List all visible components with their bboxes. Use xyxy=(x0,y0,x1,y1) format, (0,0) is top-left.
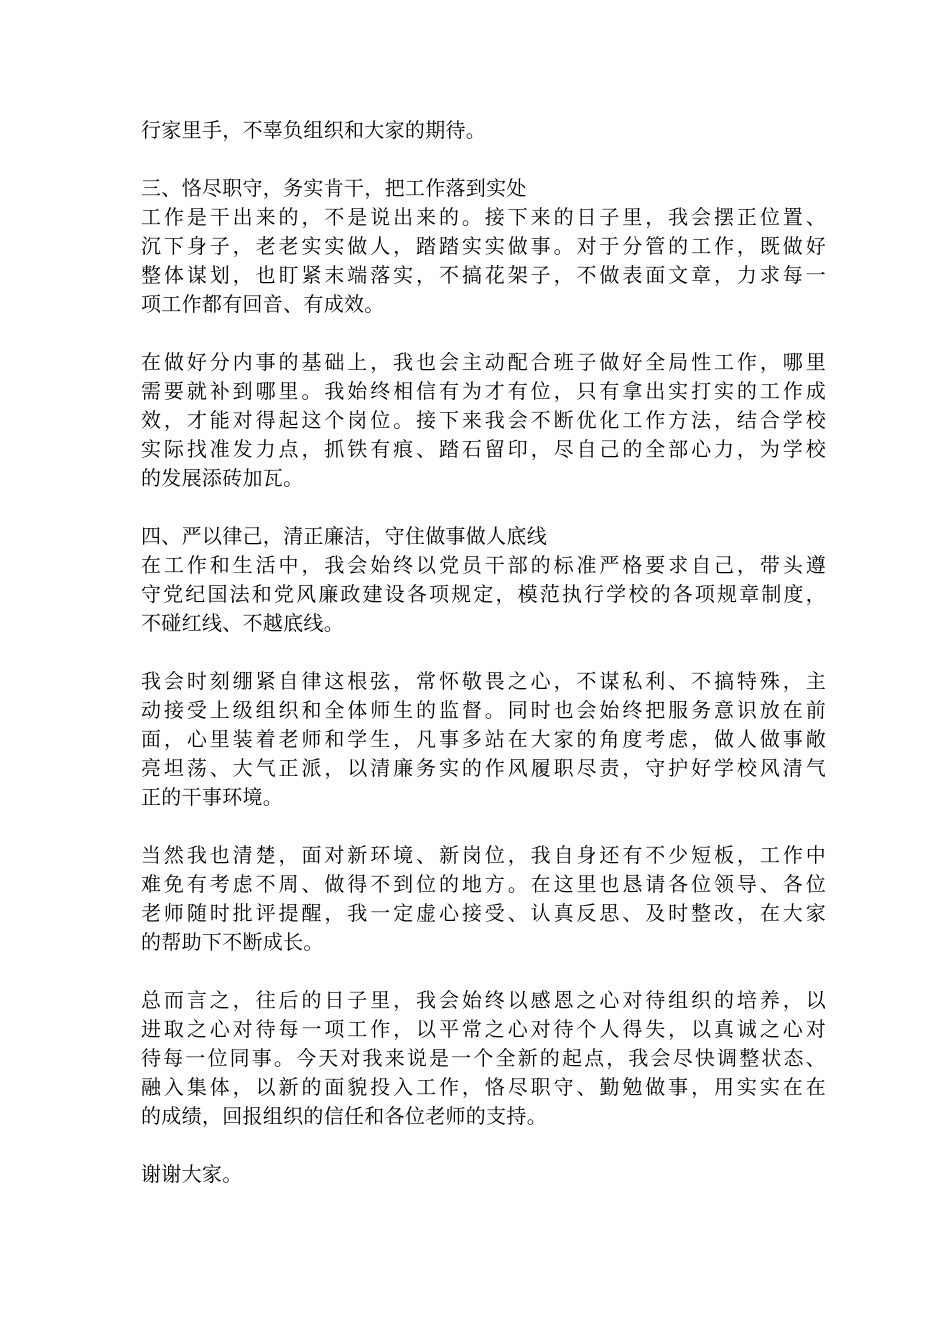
text-line: 沉下身子，老老实实做人，踏踏实实做事。对于分管的工作，既做好 xyxy=(141,234,826,258)
text-line: 亮坦荡、大气正派，以清廉务实的作风履职尽责，守护好学校风清气 xyxy=(141,756,826,780)
paragraph-gap xyxy=(141,812,826,841)
text-line: 进取之心对待每一项工作，以平常之心对待个人得失，以真诚之心对 xyxy=(141,1017,826,1041)
text-line: 谢谢大家。 xyxy=(141,1162,243,1186)
text-line: 我会时刻绷紧自律这根弦，常怀敬畏之心，不谋私利、不搞特殊，主 xyxy=(141,669,826,693)
paragraph-gap xyxy=(141,957,826,986)
paragraph xyxy=(141,986,826,1131)
text-line: 难免有考虑不周、做得不到位的地方。在这里也恳请各位领导、各位 xyxy=(141,872,826,896)
section-heading xyxy=(141,174,826,203)
text-line: 项工作都有回音、有成效。 xyxy=(141,292,385,316)
text-line: 三、恪尽职守，务实肯干，把工作落到实处 xyxy=(141,176,527,200)
text-line: 的帮助下不断成长。 xyxy=(141,930,324,954)
text-line: 在做好分内事的基础上，我也会主动配合班子做好全局性工作，哪里 xyxy=(141,350,826,374)
section-heading xyxy=(141,522,826,551)
text-line: 待每一位同事。今天对我来说是一个全新的起点，我会尽快调整状态、 xyxy=(141,1046,826,1070)
text-line: 工作是干出来的，不是说出来的。接下来的日子里，我会摆正位置、 xyxy=(141,205,826,229)
paragraph xyxy=(141,203,826,319)
paragraph xyxy=(141,116,826,145)
paragraph xyxy=(141,551,826,638)
text-line: 老师随时批评提醒，我一定虚心接受、认真反思、及时整改，在大家 xyxy=(141,901,826,925)
paragraph-gap xyxy=(141,638,826,667)
text-line: 的成绩，回报组织的信任和各位老师的支持。 xyxy=(141,1104,547,1128)
paragraph-gap xyxy=(141,319,826,348)
text-line: 面，心里装着老师和学生，凡事多站在大家的角度考虑，做人做事敞 xyxy=(141,727,826,751)
text-line: 实际找准发力点，抓铁有痕、踏石留印，尽自己的全部心力，为学校 xyxy=(141,437,826,461)
paragraph xyxy=(141,841,826,957)
text-line: 整体谋划，也盯紧末端落实，不搞花架子，不做表面文章，力求每一 xyxy=(141,263,826,287)
text-line: 总而言之，往后的日子里，我会始终以感恩之心对待组织的培养，以 xyxy=(141,988,826,1012)
text-line: 的发展添砖加瓦。 xyxy=(141,466,304,490)
text-line: 在工作和生活中，我会始终以党员干部的标准严格要求自己，带头遵 xyxy=(141,553,826,577)
paragraph xyxy=(141,1160,826,1189)
text-line: 不碰红线、不越底线。 xyxy=(141,611,344,635)
document-body xyxy=(141,116,826,1189)
text-line: 动接受上级组织和全体师生的监督。同时也会始终把服务意识放在前 xyxy=(141,698,826,722)
text-line: 需要就补到哪里。我始终相信有为才有位，只有拿出实打实的工作成 xyxy=(141,379,826,403)
text-line: 融入集体，以新的面貌投入工作，恪尽职守、勤勉做事，用实实在在 xyxy=(141,1075,826,1099)
text-line: 四、严以律己，清正廉洁，守住做事做人底线 xyxy=(141,524,547,548)
text-line: 行家里手，不辜负组织和大家的期待。 xyxy=(141,118,487,142)
paragraph xyxy=(141,667,826,812)
text-line: 当然我也清楚，面对新环境、新岗位，我自身还有不少短板，工作中 xyxy=(141,843,826,867)
paragraph-gap xyxy=(141,145,826,174)
text-line: 正的干事环境。 xyxy=(141,785,284,809)
paragraph-gap xyxy=(141,493,826,522)
text-line: 守党纪国法和党风廉政建设各项规定，模范执行学校的各项规章制度， xyxy=(141,582,826,606)
text-line: 效，才能对得起这个岗位。接下来我会不断优化工作方法，结合学校 xyxy=(141,408,826,432)
paragraph xyxy=(141,348,826,493)
paragraph-gap xyxy=(141,1131,826,1160)
